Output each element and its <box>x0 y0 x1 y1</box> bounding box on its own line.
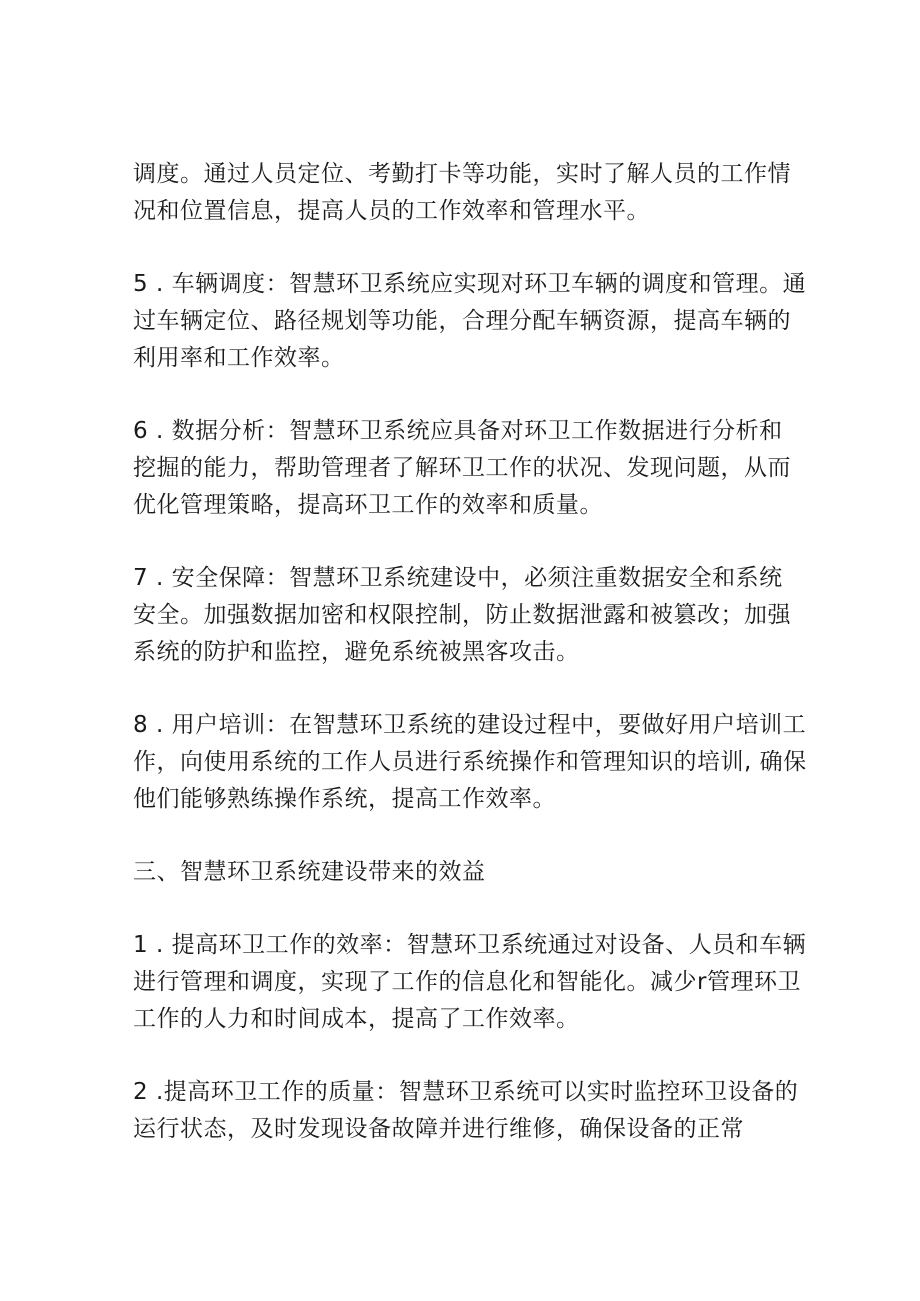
paragraph-user-training <box>133 707 813 818</box>
text-line: 8 . 用户培训：在智慧环卫系统的建设过程中，要做好用户培训工 <box>133 712 807 738</box>
paragraph-benefit-efficiency <box>133 927 813 1038</box>
text-line: 工作的人力和时间成本，提高了工作效率。 <box>133 1006 580 1032</box>
text-line: 作，向使用系统的工作人员进行系统操作和管理知识的培训, 确保 <box>133 749 807 775</box>
text-line: 系统的防护和监控，避免系统被黑客攻击。 <box>133 639 580 665</box>
text-line: 优化管理策略，提高环卫工作的效率和质量。 <box>133 492 603 518</box>
text-line: 1 . 提高环卫工作的效率：智慧环卫系统通过对设备、人员和车辆 <box>133 932 807 958</box>
paragraph-security <box>133 560 813 671</box>
text-line: 过车辆定位、路径规划等功能，合理分配车辆资源，提高车辆的 <box>133 308 791 334</box>
text-line: 挖掘的能力，帮助管理者了解环卫工作的状况、发现问题，从而 <box>133 455 791 481</box>
text-line: 6 . 数据分析：智慧环卫系统应具备对环卫工作数据进行分析和 <box>133 418 783 444</box>
document-body <box>133 156 813 1184</box>
paragraph-personnel-dispatch-continued <box>133 156 813 230</box>
text-line: 调度。通过人员定位、考勤打卡等功能，实时了解人员的工作情 <box>133 161 791 187</box>
text-line: 况和位置信息，提高人员的工作效率和管理水平。 <box>133 198 650 224</box>
text-line: 安全。加强数据加密和权限控制，防止数据泄露和被篡改；加强 <box>133 602 791 628</box>
section-heading: 三、智慧环卫系统建设带来的效益 <box>133 859 486 885</box>
text-line: 进行管理和调度，实现了工作的信息化和智能化。减少r管理环卫 <box>133 969 801 995</box>
text-line: 5 . 车辆调度：智慧环卫系统应实现对环卫车辆的调度和管理。通 <box>133 271 807 297</box>
paragraph-vehicle-dispatch <box>133 266 813 377</box>
text-line: 他们能够熟练操作系统，提高工作效率。 <box>133 786 556 812</box>
text-line: 7 . 安全保障：智慧环卫系统建设中，必须注重数据安全和系统 <box>133 565 783 591</box>
text-line: 2 .提高环卫工作的质量：智慧环卫系统可以实时监控环卫设备的 <box>133 1079 799 1105</box>
paragraph-benefit-quality <box>133 1074 813 1148</box>
paragraph-data-analysis <box>133 413 813 524</box>
text-line: 运行状态，及时发现设备故障并进行维修，确保设备的正常 <box>133 1116 744 1142</box>
text-line: 利用率和工作效率。 <box>133 345 345 371</box>
